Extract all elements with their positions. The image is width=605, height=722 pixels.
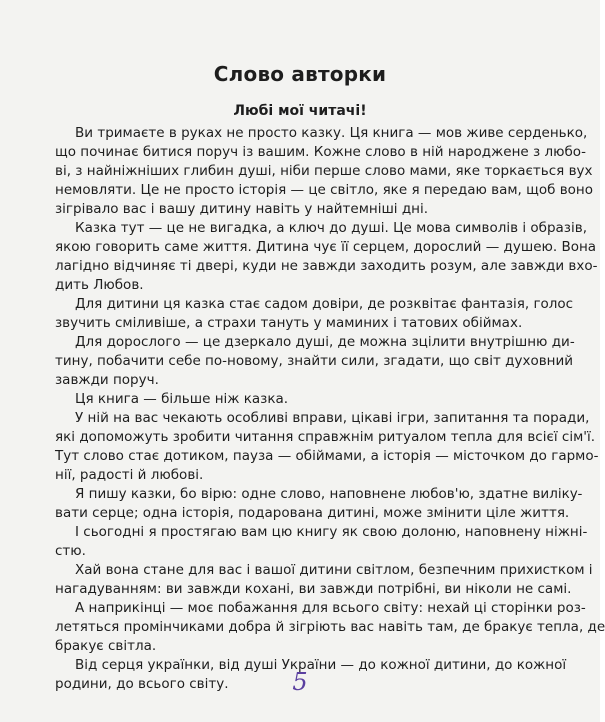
paragraph-line: Тут слово стає дотиком, пауза — обіймами, а історія — місточком до гармо-: [55, 448, 599, 464]
page-number: 5: [292, 668, 308, 696]
paragraph-line: Я пишу казки, бо вірю: одне слово, наповнене любов'ю, здатне вилікy-: [75, 486, 583, 502]
paragraph-line: які допоможуть зробити читання справжнім ритуалом тепла для всієї сім'ї.: [55, 429, 596, 445]
paragraph-line: якою говорить саме життя. Дитина чує її серцем, дорослий — душею. Вона: [55, 239, 597, 255]
paragraph-line: тину, побачити себе по-новому, знайти сили, згадати, що світ духовний: [55, 353, 574, 369]
body-text: [55, 124, 605, 694]
paragraph-line: немовляти. Це не просто історія — це світло, яке я передаю вам, щоб воно: [55, 182, 594, 198]
paragraph-line: стю.: [55, 543, 86, 559]
paragraph-line: Ця книга — більше ніж казка.: [75, 391, 289, 407]
paragraph-line: І сьогодні я простягаю вам цю книгу як свою долоню, наповнену ніжні-: [75, 524, 588, 540]
paragraph-line: Для дорослого — це дзеркало душі, де можна зцілити внутрішню ди-: [75, 334, 575, 350]
page-title: Слово авторки: [213, 62, 387, 86]
paragraph-line: вати серце; одна історія, подарована дитині, може змінити ціле життя.: [55, 505, 570, 521]
paragraph-line: дить Любов.: [55, 277, 144, 293]
paragraph-line: звучить сміливіше, а страхи тануть у маминих і татових обіймах.: [55, 315, 523, 331]
paragraph-line: що починає битися поруч із вашим. Кожне слово в ній народжене з любо-: [55, 144, 586, 160]
paragraph-line: лагідно відчиняє ті двері, куди не завжди заходить розум, але завжди вхо-: [55, 258, 598, 274]
paragraph-line: Від серця українки, від душі України — до кожної дитини, до кожної: [75, 657, 567, 673]
salutation: Любі мої читачі!: [233, 103, 367, 119]
paragraph-line: бракує світла.: [55, 638, 157, 654]
paragraph-line: родини, до всього світу.: [55, 676, 229, 692]
paragraph-line: Для дитини ця казка стає садом довіри, де розквітає фантазія, голос: [75, 296, 574, 312]
paragraph-line: Ви тримаєте в руках не просто казку. Ця книга — мов живе серденько,: [75, 125, 588, 141]
paragraph-line: завжди поруч.: [55, 372, 159, 388]
paragraph-line: нії, радості й любові.: [55, 467, 204, 483]
paragraph-line: ві, з найніжніших глибин душі, ніби перше слово мами, яке торкається вух: [55, 163, 593, 179]
paragraph-line: зігрівало вас і вашу дитину навіть у найтемніші дні.: [55, 201, 429, 217]
paragraph-line: Хай вона стане для вас і вашої дитини світлом, безпечним прихистком і: [75, 562, 593, 578]
paragraph-line: А наприкінці — моє побажання для всього світу: нехай ці сторінки роз-: [75, 600, 586, 616]
paragraph-line: нагадуванням: ви завжди кохані, ви завжди потрібні, ви ніколи не самі.: [55, 581, 572, 597]
paragraph-line: летяться промінчиками добра й зігріють вас навіть там, де бракує тепла, де: [55, 619, 605, 635]
paragraph-line: Казка тут — це не вигадка, а ключ до душі. Це мова символів і образів,: [75, 220, 587, 236]
paragraph-line: У ній на вас чекають особливі вправи, цікаві ігри, запитання та поради,: [75, 410, 590, 426]
